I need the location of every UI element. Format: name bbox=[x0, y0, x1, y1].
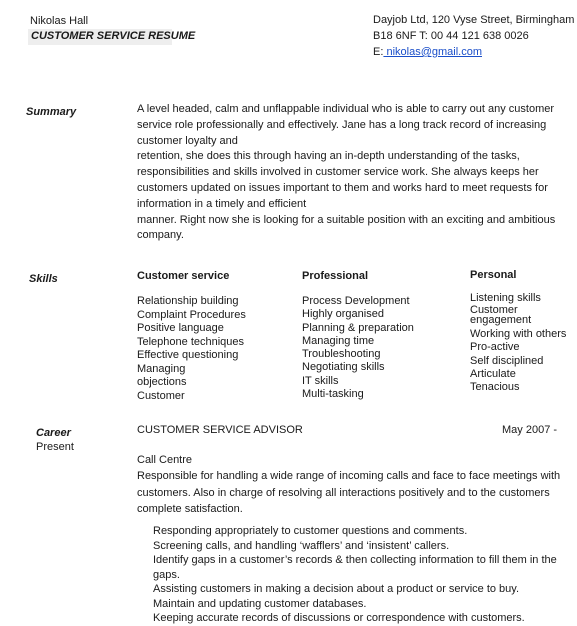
skills-column-customer-service bbox=[137, 270, 297, 403]
skills-column-professional bbox=[302, 270, 462, 401]
job-employer: Call Centre bbox=[137, 454, 193, 466]
skills-list bbox=[470, 292, 576, 394]
duty-item bbox=[137, 524, 567, 539]
skill-item: Effective questioning bbox=[137, 349, 239, 361]
skills-heading: Professional bbox=[302, 270, 369, 282]
skill-item: Positive language bbox=[137, 322, 224, 334]
contact-email-line bbox=[373, 44, 574, 60]
bullet-icon bbox=[137, 553, 153, 582]
email-link[interactable]: nikolas@gmail.com bbox=[383, 46, 482, 58]
skills-heading: Customer service bbox=[137, 270, 230, 282]
duty-text: Identify gaps in a customer’s records & then collecting information to fill them in the gaps. bbox=[153, 554, 557, 581]
skill-item: Managing bbox=[137, 362, 186, 375]
bullet-icon bbox=[137, 597, 153, 612]
skill-item: Pro-active bbox=[470, 341, 520, 354]
skill-item: Negotiating skills bbox=[302, 361, 385, 374]
section-label-summary: Summary bbox=[26, 106, 77, 118]
duty-text: Assisting customers in making a decision about a product or service to buy. bbox=[153, 583, 520, 595]
section-sublabel-present: Present bbox=[36, 441, 74, 453]
duty-text: Maintain and updating customer databases. bbox=[153, 597, 367, 610]
skill-item: Highly organised bbox=[302, 308, 384, 321]
skill-item: Working with others bbox=[470, 328, 567, 341]
contact-phone: B18 6NF T: 00 44 121 638 0026 bbox=[373, 30, 529, 42]
skill-item: Process Development bbox=[302, 295, 410, 307]
duty-item bbox=[137, 611, 567, 626]
skill-item: Troubleshooting bbox=[302, 348, 381, 361]
job-title: CUSTOMER SERVICE ADVISOR bbox=[137, 424, 303, 436]
skills-list bbox=[302, 295, 462, 401]
skill-item: Planning & preparation bbox=[302, 321, 414, 334]
duty-item bbox=[137, 597, 567, 612]
contact-block bbox=[373, 12, 574, 60]
skill-item: Self disciplined bbox=[470, 354, 544, 367]
bullet-icon bbox=[137, 582, 153, 597]
duty-text: Keeping accurate records of discussions or correspondence with customers. bbox=[153, 612, 525, 624]
summary-paragraph: retention, she does this through having an in-depth understanding of the tasks, responsibilities and skills involved in customer service work. She always keeps her customers updated on issues important to them and works hard to meet requests for information in a timely and efficient bbox=[137, 150, 548, 210]
skill-item: Managing time bbox=[302, 334, 375, 347]
skill-item: Complaint Procedures bbox=[137, 308, 246, 321]
candidate-name: Nikolas Hall bbox=[30, 15, 89, 27]
resume-title: CUSTOMER SERVICE RESUME bbox=[31, 30, 196, 42]
section-label-career: Career bbox=[36, 427, 71, 439]
skills-list bbox=[137, 295, 297, 403]
duty-text: Responding appropriately to customer questions and comments. bbox=[153, 525, 468, 537]
skill-item: objections bbox=[137, 376, 187, 388]
skill-item: Customer bbox=[137, 389, 185, 402]
skill-item: Telephone techniques bbox=[137, 335, 245, 348]
duty-item bbox=[137, 539, 567, 554]
summary-paragraph: manner. Right now she is looking for a suitable position with an exciting and ambitious company. bbox=[137, 213, 556, 242]
duties-list bbox=[137, 524, 567, 626]
skill-item: Listening skills bbox=[470, 292, 541, 304]
duty-item bbox=[137, 553, 567, 582]
bullet-icon bbox=[137, 611, 153, 626]
email-prefix: E: bbox=[373, 46, 384, 58]
summary-paragraph: A level headed, calm and unflappable individual who is able to carry out any customer service role professionally and effectively. Jane has a long track record of increasing customer loyalty and bbox=[137, 103, 555, 147]
job-description: Responsible for handling a wide range of incoming calls and face to face meetings with customers. Also in charge of resolving all interactions positively and to the customers complete satisfaction. bbox=[137, 470, 561, 515]
bullet-icon bbox=[137, 524, 153, 539]
skills-column-personal bbox=[470, 269, 576, 394]
job-date: May 2007 - bbox=[502, 424, 558, 436]
duty-text: Screening calls, and handling ‘wafflers’ and ‘insistent’ callers. bbox=[153, 539, 450, 552]
skill-item: Relationship building bbox=[137, 295, 239, 307]
contact-address: Dayjob Ltd, 120 Vyse Street, Birmingham bbox=[373, 14, 575, 26]
bullet-icon bbox=[137, 539, 153, 554]
skill-item: Multi-tasking bbox=[302, 388, 364, 401]
duty-item bbox=[137, 582, 567, 597]
skill-item: Customer engagement bbox=[470, 304, 532, 327]
skill-item: Tenacious bbox=[470, 381, 520, 394]
skill-item: IT skills bbox=[302, 374, 339, 387]
section-label-skills: Skills bbox=[29, 273, 58, 285]
skills-heading: Personal bbox=[470, 269, 517, 281]
summary-text bbox=[137, 102, 557, 244]
skill-item: Articulate bbox=[470, 367, 516, 380]
